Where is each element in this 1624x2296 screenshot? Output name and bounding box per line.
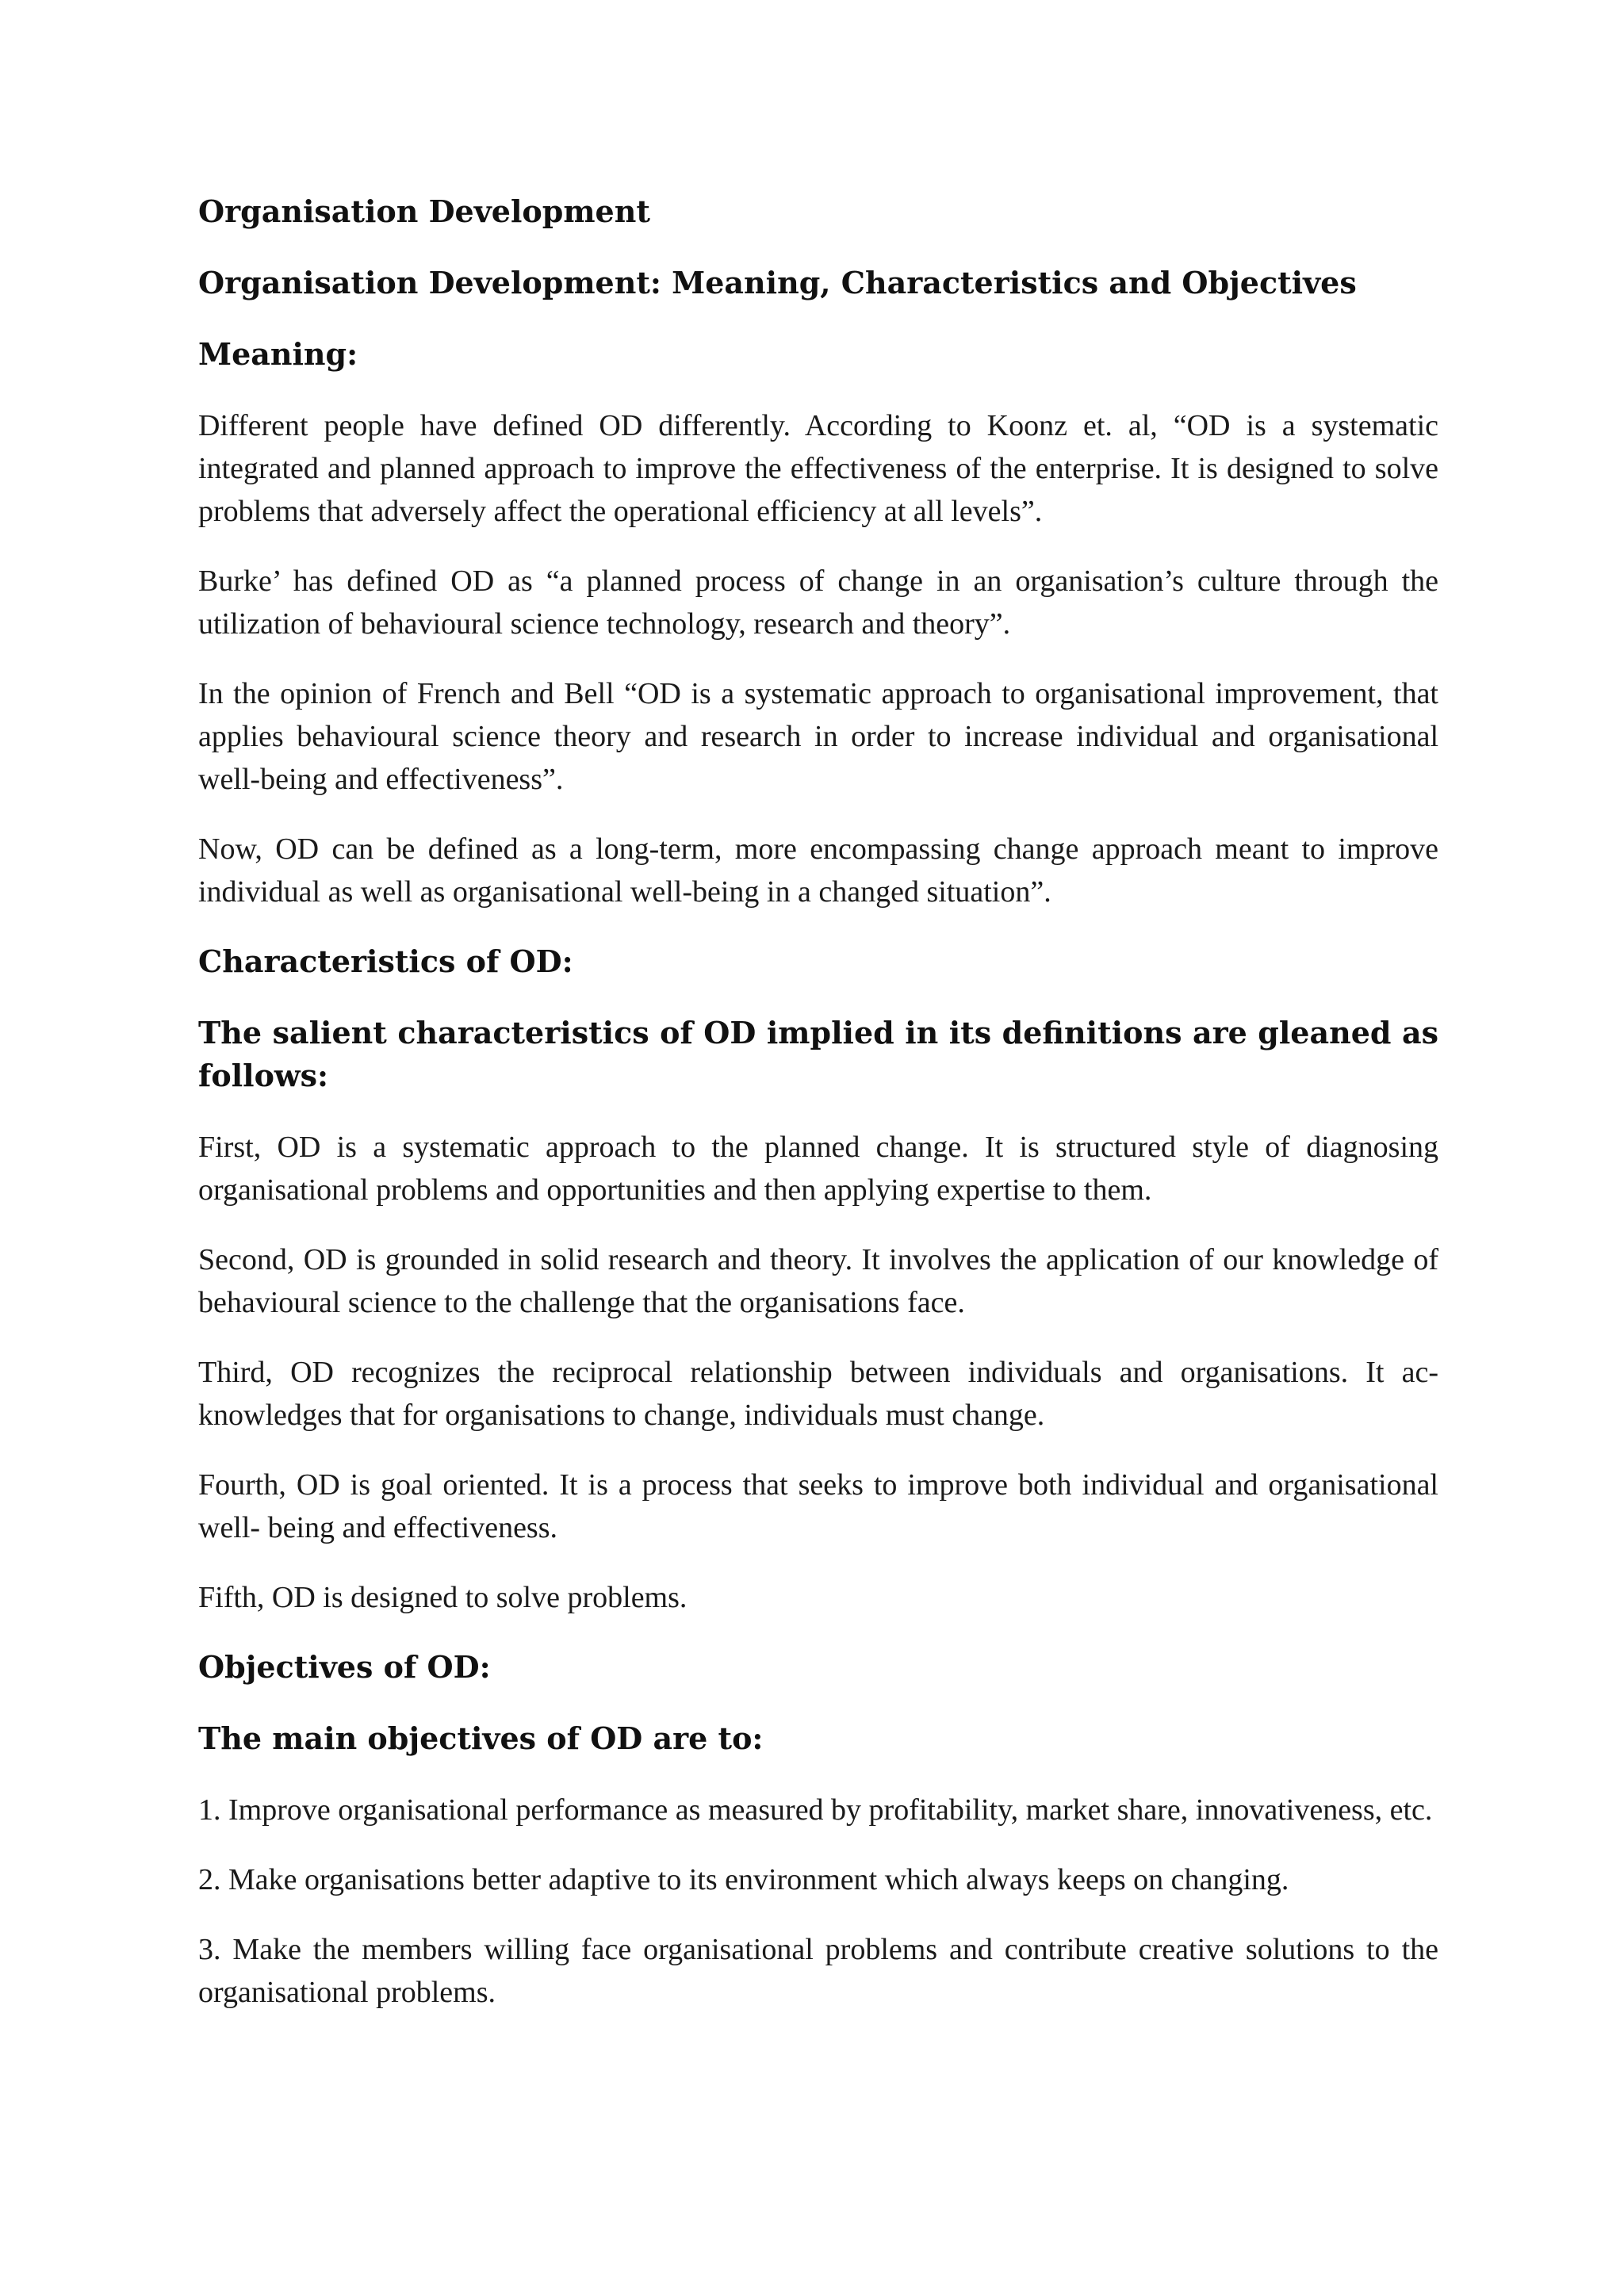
list-item: 1. Improve organisational performance as measured by profitability, market share, innovativeness, etc. — [198, 1793, 1433, 1827]
document-subtitle: Organisation Development: Meaning, Characteristics and Objectives — [198, 265, 1357, 300]
section-subheading-objectives: The main objectives of OD are to: — [198, 1720, 764, 1756]
paragraph: Fourth, OD is goal oriented. It is a process that seeks to improve both individual and organisational well- being and effectiveness. — [198, 1468, 1438, 1544]
paragraph: First, OD is a systematic approach to the planned change. It is structured style of diagnosing organisational problems and opportunities and then applying expertise to them. — [198, 1131, 1438, 1207]
section-heading-objectives: Objectives of OD: — [198, 1649, 491, 1685]
section-subheading-characteristics: The salient characteristics of OD implied in its definitions are gleaned as follows: — [198, 1015, 1438, 1093]
document-body — [198, 190, 1438, 2041]
section-heading-characteristics: Characteristics of OD: — [198, 943, 573, 979]
paragraph: Burke’ has defined OD as “a planned process of change in an organisation’s culture through the utilization of behavioural science technology, research and theory”. — [198, 564, 1438, 641]
paragraph: In the opinion of French and Bell “OD is a systematic approach to organisational improvement, that applies behavioural science theory and research in order to increase individual and organisational well-being and effectiveness”. — [198, 677, 1438, 796]
paragraph: Second, OD is grounded in solid research and theory. It involves the application of our knowledge of behavioural science to the challenge that the organisations face. — [198, 1243, 1438, 1319]
paragraph: Third, OD recognizes the reciprocal relationship between individuals and organisations. It ac-knowledges that for organisations to change, individuals must change. — [198, 1356, 1438, 1432]
paragraph: Now, OD can be defined as a long-term, more encompassing change approach meant to improve individual as well as organisational well-being in a changed situation”. — [198, 832, 1438, 909]
paragraph: Fifth, OD is designed to solve problems. — [198, 1581, 688, 1614]
list-item: 2. Make organisations better adaptive to its environment which always keeps on changing. — [198, 1863, 1289, 1896]
section-heading-meaning: Meaning: — [198, 336, 358, 372]
paragraph: Different people have defined OD differently. According to Koonz et. al, “OD is a systematic integrated and planned approach to improve the effectiveness of the enterprise. It is designed to solve problems that adversely affect the operational efficiency at all levels”. — [198, 409, 1438, 528]
document-title: Organisation Development — [198, 193, 650, 229]
list-item: 3. Make the members willing face organisational problems and contribute creative solutions to the organisational problems. — [198, 1933, 1438, 2009]
